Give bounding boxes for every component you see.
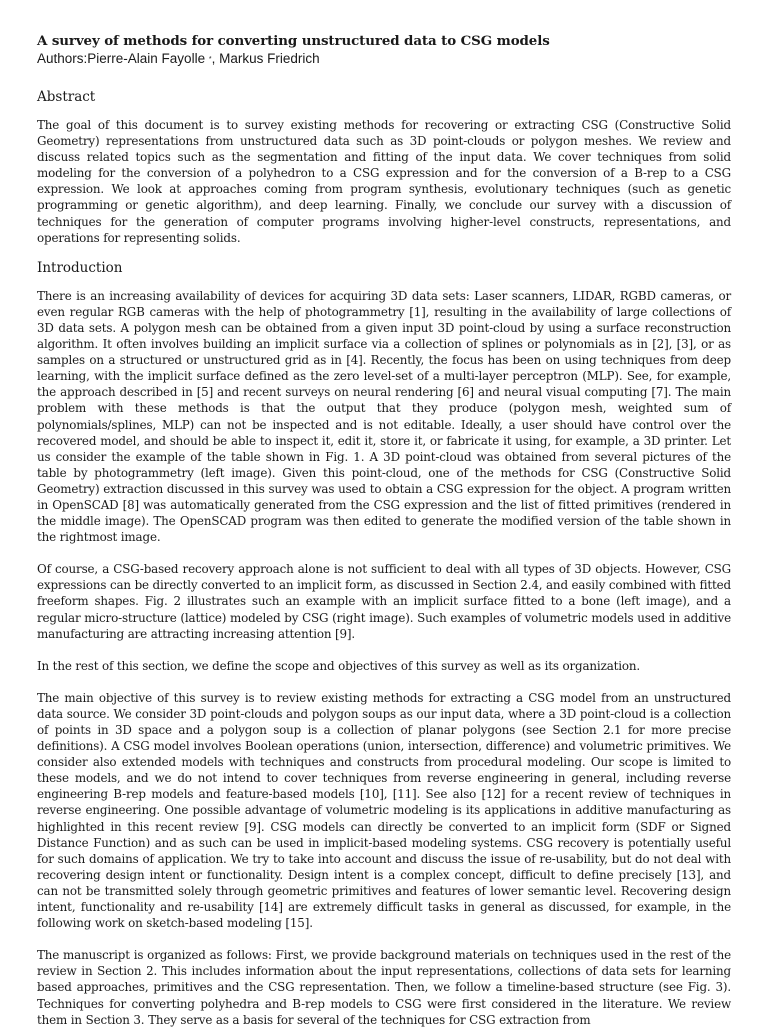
author-line	[37, 50, 731, 67]
paper-page	[37, 32, 731, 1028]
abstract-text: The goal of this document is to survey existing methods for recovering or extracting CSG (Constructive Solid Geometry) representations from unstructured data such as 3D point-clouds or polygon meshes. We review and discuss related topics such as the segmentation and fitting of the input data. We cover techniques from solid modeling for the conversion of a polyhedron to a CSG expression and for the conversion of a B-rep to a CSG expression. We look at approaches coming from program synthesis, evolutionary techniques (such as genetic programming or genetic algorithm), and deep learning. Finally, we conclude our survey with a discussion of techniques for the generation of computer programs involving higher-level constructs, representations, and operations for representing solids.	[37, 118, 731, 245]
introduction-heading: Introduction	[37, 259, 123, 276]
authors-first: Authors:Pierre-Alain Fayolle	[37, 51, 206, 66]
intro-paragraph-5: The manuscript is organized as follows: First, we provide background materials on techniques used in the rest of the review in Section 2. This includes information about the input representations, collections of data sets for learning based approaches, primitives and the CSG representation. Then, we follow a timeline-based structure (see Fig. 3). Techniques for converting polyhedra and B-rep models to CSG were first considered in the literature. We review them in Section 3. They serve as a basis for several of the techniques for CSG extraction from	[37, 948, 731, 1027]
intro-paragraph-4: The main objective of this survey is to review existing methods for extracting a CSG model from an unstructured data source. We consider 3D point-clouds and polygon soups as our input data, where a 3D point-cloud is a collection of points in 3D space and a polygon soup is a collection of planar polygons (see Section 2.1 for more precise definitions). A CSG model involves Boolean operations (union, intersection, difference) and volumetric primitives. We consider also extended models with techniques and constructs from procedural modeling. Our scope is limited to these models, and we do not intend to cover techniques from reverse engineering in general, including reverse engineering B-rep models and feature-based models [10], [11]. See also [12] for a recent review of techniques in reverse engineering. One possible advantage of volumetric modeling is its applications in additive manufacturing as highlighted in this recent review [9]. CSG models can directly be converted to an implicit form (SDF or Signed Distance Function) and as such can be used in implicit-based modeling systems. CSG recovery is potentially useful for such domains of application. We try to take into account and discuss the issue of re-usability, but do not deal with recovering design intent or functionality. Design intent is a complex concept, difficult to define precisely [13], and can not be transmitted solely through geometric primitives and features of lower semantic level. Recovering design intent, functionality and re-usability [14] are extremely difficult tasks in general as discussed, for example, in the following work on sketch-based modeling [15].	[37, 690, 731, 931]
corresponding-author-mark: *	[208, 56, 212, 63]
authors-rest: , Markus Friedrich	[211, 51, 320, 66]
intro-paragraph-2: Of course, a CSG-based recovery approach alone is not sufficient to deal with all types of 3D objects. However, CSG expressions can be directly converted to an implicit form, as discussed in Section 2.4, and easily combined with fitted freeform shapes. Fig. 2 illustrates such an example with an implicit surface fitted to a bone (left image), and a regular micro-structure (lattice) modeled by CSG (right image). Such examples of volumetric models used in additive manufacturing are attracting increasing attention [9].	[37, 562, 732, 641]
paper-title: A survey of methods for converting unstructured data to CSG models	[37, 33, 550, 49]
intro-paragraph-3: In the rest of this section, we define the scope and objectives of this survey as well as its organization.	[37, 658, 641, 673]
intro-paragraph-1: There is an increasing availability of devices for acquiring 3D data sets: Laser scanners, LIDAR, RGBD cameras, or even regular RGB cameras with the help of photogrammetry [1], resulting in the availability of large collections of 3D data sets. A polygon mesh can be obtained from a given input 3D point-cloud by using a surface reconstruction algorithm. It often involves building an implicit surface via a collection of splines or polynomials as in [2], [3], or as samples on a structured or unstructured grid as in [4]. Recently, the focus has been on using techniques from deep learning, with the implicit surface defined as the zero level-set of a multi-layer perceptron (MLP). See, for example, the approach described in [5] and recent surveys on neural rendering [6] and neural visual computing [7]. The main problem with these methods is that the output that they produce (polygon mesh, weighted sum of polynomials/splines, MLP) can not be inspected and is not editable. Ideally, a user should have control over the recovered model, and should be able to inspect it, edit it, store it, or fabricate it using, for example, a 3D printer. Let us consider the example of the table shown in Fig. 1. A 3D point-cloud was obtained from several pictures of the table by photogrammetry (left image). Given this point-cloud, one of the methods for CSG (Constructive Solid Geometry) extraction discussed in this survey was used to obtain a CSG expression for the object. A program written in OpenSCAD [8] was automatically generated from the CSG expression and the list of fitted primitives (rendered in the middle image). The OpenSCAD program was then edited to generate the modified version of the table shown in the rightmost image.	[37, 288, 731, 545]
abstract-heading: Abstract	[37, 89, 96, 105]
